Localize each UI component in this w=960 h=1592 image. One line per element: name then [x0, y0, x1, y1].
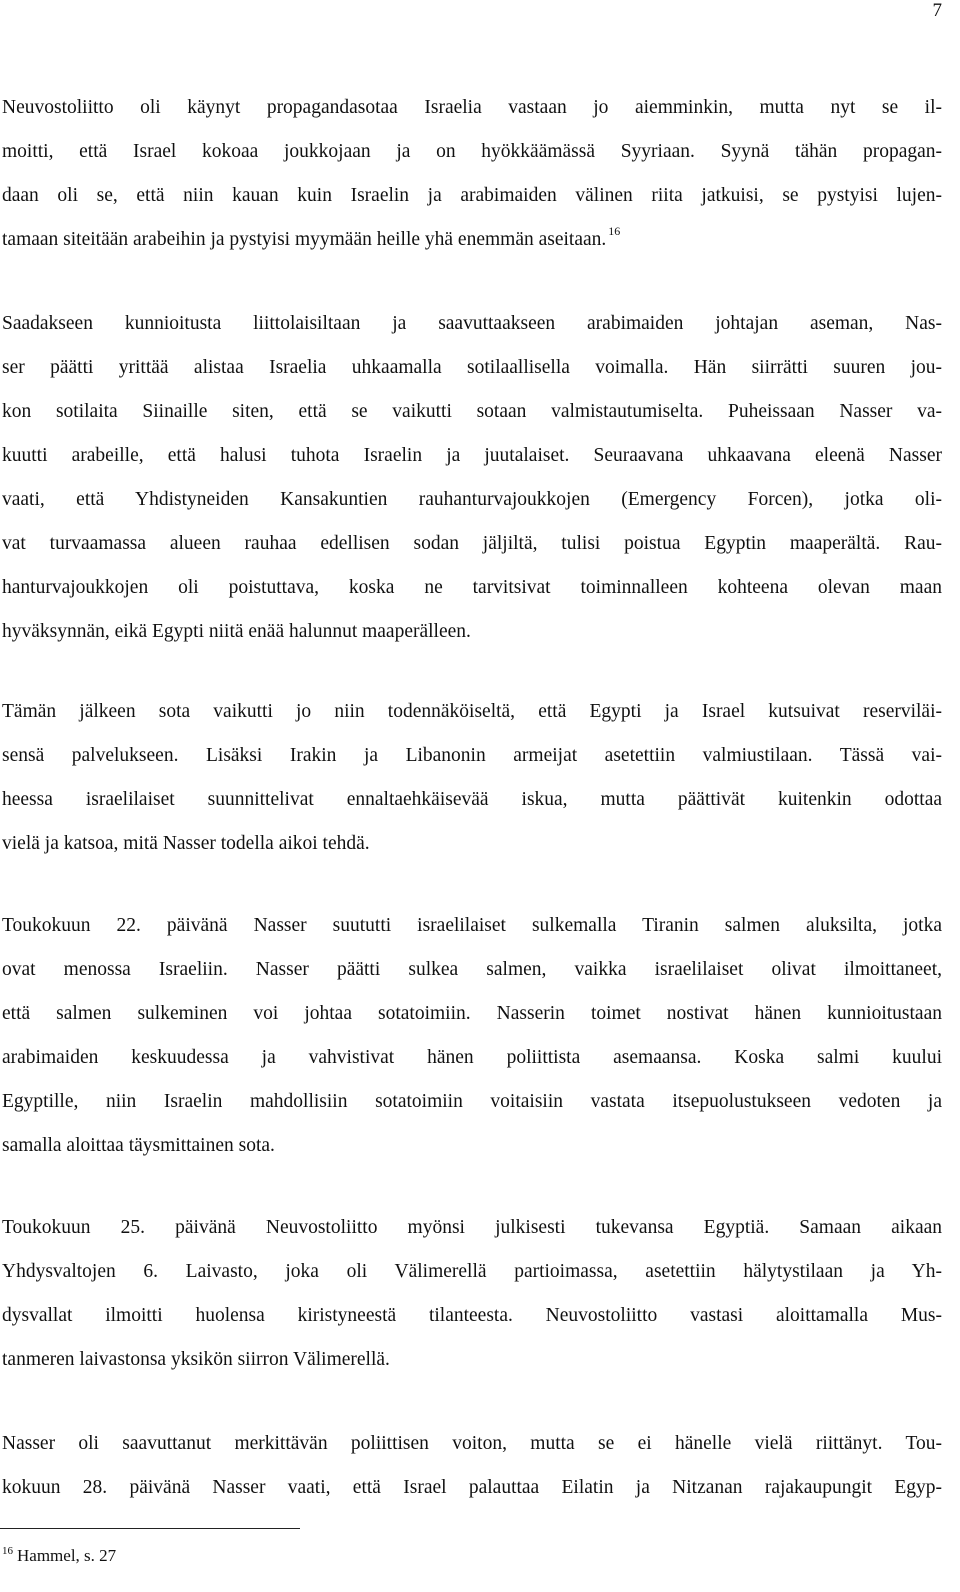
footnote-number: 16: [2, 1545, 13, 1557]
text-line: Saadakseen kunnioitusta liittolaisiltaan ja saavuttaakseen arabimaiden johtajan aseman, Nas-: [2, 313, 942, 334]
paragraph-2: [2, 302, 942, 654]
paragraph-6: [2, 1422, 942, 1510]
text-line: heessa israelilaiset suunnittelivat ennaltaehkäisevää iskua, mutta päättivät kuitenkin odottaa: [2, 789, 942, 810]
paragraph-5: [2, 1206, 942, 1382]
text-line: kon sotilaita Siinaille siten, että se vaikutti sotaan valmistautumiselta. Puheissaan Nasser va-: [2, 401, 942, 422]
text-line: Egyptille, niin Israelin mahdollisiin sotatoimiin voitaisiin vastata itsepuolustukseen vedoten ja: [2, 1091, 942, 1112]
text-line: sensä palvelukseen. Lisäksi Irakin ja Libanonin armeijat asetettiin valmiustilaan. Tässä vai-: [2, 745, 942, 766]
text-line: daan oli se, että niin kauan kuin Israelin ja arabimaiden välinen riita jatkuisi, se pystyisi lujen-: [2, 185, 942, 206]
text-line: Toukokuun 25. päivänä Neuvostoliitto myönsi julkisesti tukevansa Egyptiä. Samaan aikaan: [2, 1217, 942, 1238]
text-line: hanturvajoukkojen oli poistuttava, koska ne tarvitsivat toiminnalleen kohteena olevan maan: [2, 577, 942, 598]
page-number: 7: [932, 0, 942, 21]
text-line: Neuvostoliitto oli käynyt propagandasotaa Israelia vastaan jo aiemminkin, mutta nyt se il-: [2, 97, 942, 118]
text-line: Tämän jälkeen sota vaikutti jo niin todennäköiseltä, että Egypti ja Israel kutsuivat reserviläi-: [2, 701, 942, 722]
text-line: Toukokuun 22. päivänä Nasser suututti israelilaiset sulkemalla Tiranin salmen aluksilta, jotka: [2, 915, 942, 936]
paragraph-4: [2, 904, 942, 1168]
footnote-reference: 16: [608, 224, 621, 238]
footnote-text: Hammel, s. 27: [17, 1546, 117, 1565]
text-line: samalla aloittaa täysmittainen sota.: [2, 1135, 275, 1156]
paragraph-1: [2, 86, 942, 262]
text-line: vielä ja katsoa, mitä Nasser todella aikoi tehdä.: [2, 833, 370, 854]
text-line: hyväksynnän, eikä Egypti niitä enää halunnut maaperälleen.: [2, 621, 471, 642]
text-line: kuutti arabeille, että halusi tuhota Israelin ja juutalaiset. Seuraavana uhkaavana eleenä Nasser: [2, 445, 942, 466]
text-line: [2, 218, 942, 262]
footnote: [2, 1546, 116, 1568]
text-line: että salmen sulkeminen voi johtaa sotatoimiin. Nasserin toimet nostivat hänen kunnioitustaan: [2, 1003, 942, 1024]
text-line: kokuun 28. päivänä Nasser vaati, että Israel palauttaa Eilatin ja Nitzanan rajakaupungit Egyp-: [2, 1477, 942, 1498]
text-line: dysvallat ilmoitti huolensa kiristyneestä tilanteesta. Neuvostoliitto vastasi aloittamalla Mus-: [2, 1305, 942, 1326]
text-line: arabimaiden keskuudessa ja vahvistivat hänen poliittista asemaansa. Koska salmi kuului: [2, 1047, 942, 1068]
footnote-divider: [0, 1528, 300, 1529]
paragraph-3: [2, 690, 942, 866]
text-line: ovat menossa Israeliin. Nasser päätti sulkea salmen, vaikka israelilaiset olivat ilmoittaneet,: [2, 959, 942, 980]
text-line: Yhdysvaltojen 6. Laivasto, joka oli Välimerellä partioimassa, asetettiin hälytystilaan ja Yh-: [2, 1261, 942, 1282]
text-line: ser päätti yrittää alistaa Israelia uhkaamalla sotilaallisella voimalla. Hän siirrätti suuren jou-: [2, 357, 942, 378]
text-line: vaati, että Yhdistyneiden Kansakuntien rauhanturvajoukkojen (Emergency Forcen), jotka oli-: [2, 489, 942, 510]
text-line: vat turvaamassa alueen rauhaa edellisen sodan jäljiltä, tulisi poistua Egyptin maaperältä. Rau-: [2, 533, 942, 554]
text-line-content: tamaan siteitään arabeihin ja pystyisi myymään heille yhä enemmän aseitaan.: [2, 229, 607, 250]
text-line: Nasser oli saavuttanut merkittävän poliittisen voiton, mutta se ei hänelle vielä riittänyt. Tou-: [2, 1433, 942, 1454]
text-line: tanmeren laivastonsa yksikön siirron Välimerellä.: [2, 1349, 390, 1370]
text-line: moitti, että Israel kokoaa joukkojaan ja on hyökkäämässä Syyriaan. Syynä tähän propagan-: [2, 141, 942, 162]
